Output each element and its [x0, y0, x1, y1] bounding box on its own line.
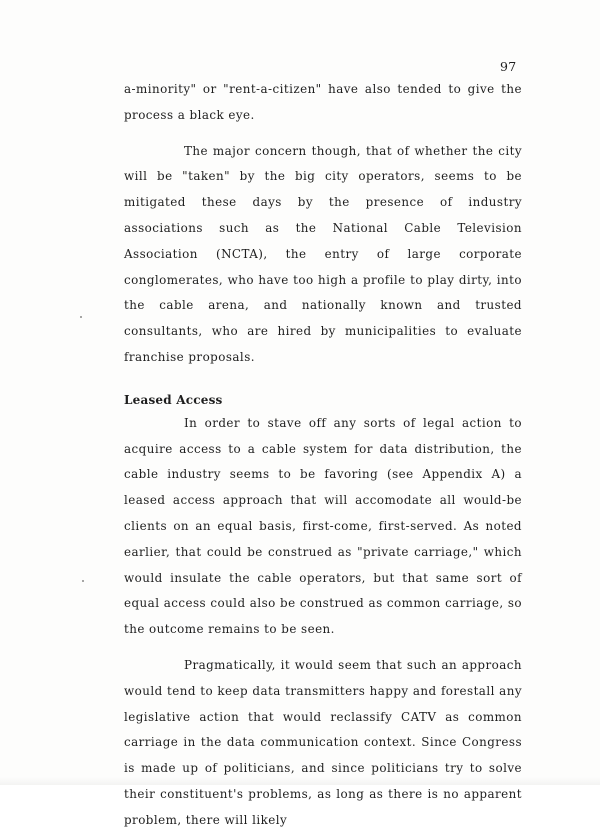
paragraph-continuation: a-minority" or "rent-a-citizen" have also tended to give the process a black eye. [124, 82, 522, 122]
scan-speck [80, 316, 82, 318]
section-heading: Leased Access [124, 392, 223, 407]
body-text [124, 77, 522, 834]
paragraph-leased-access: In order to stave off any sorts of legal action to acquire access to a cable system for data distribution, the cable industry seems to be favoring (see Appendix A) a leased access approach that will accomodate all would-be clients on an equal basis, first-come, first-served. As noted earlier, that could be construed as "private carriage," which would insulate the cable operators, but that same sort of equal access could also be construed as common carriage, so the outcome remains to be seen. [124, 415, 522, 637]
page-number: 97 [500, 59, 517, 74]
paragraph-major-concern: The major concern though, that of whether the city will be "taken" by the big city operators, seems to be mitigated these days by the presence of industry associations such as the National Cable Television Association (NCTA), the entry of large corporate conglomerates, who have too high a profile to play dirty, into the cable arena, and nationally known and trusted consultants, who are hired by municipalities to evaluate franchise proposals. [124, 143, 522, 364]
scan-speck [82, 580, 84, 582]
paragraph-pragmatically: Pragmatically, it would seem that such an approach would tend to keep data transmitters happy and forestall any legislative action that would reclassify CATV as common carriage in the data communication context. Since Congress is made up of politicians, and since politicians try to solve their constituent's problems, as long as there is no apparent problem, there will likely [124, 657, 522, 827]
